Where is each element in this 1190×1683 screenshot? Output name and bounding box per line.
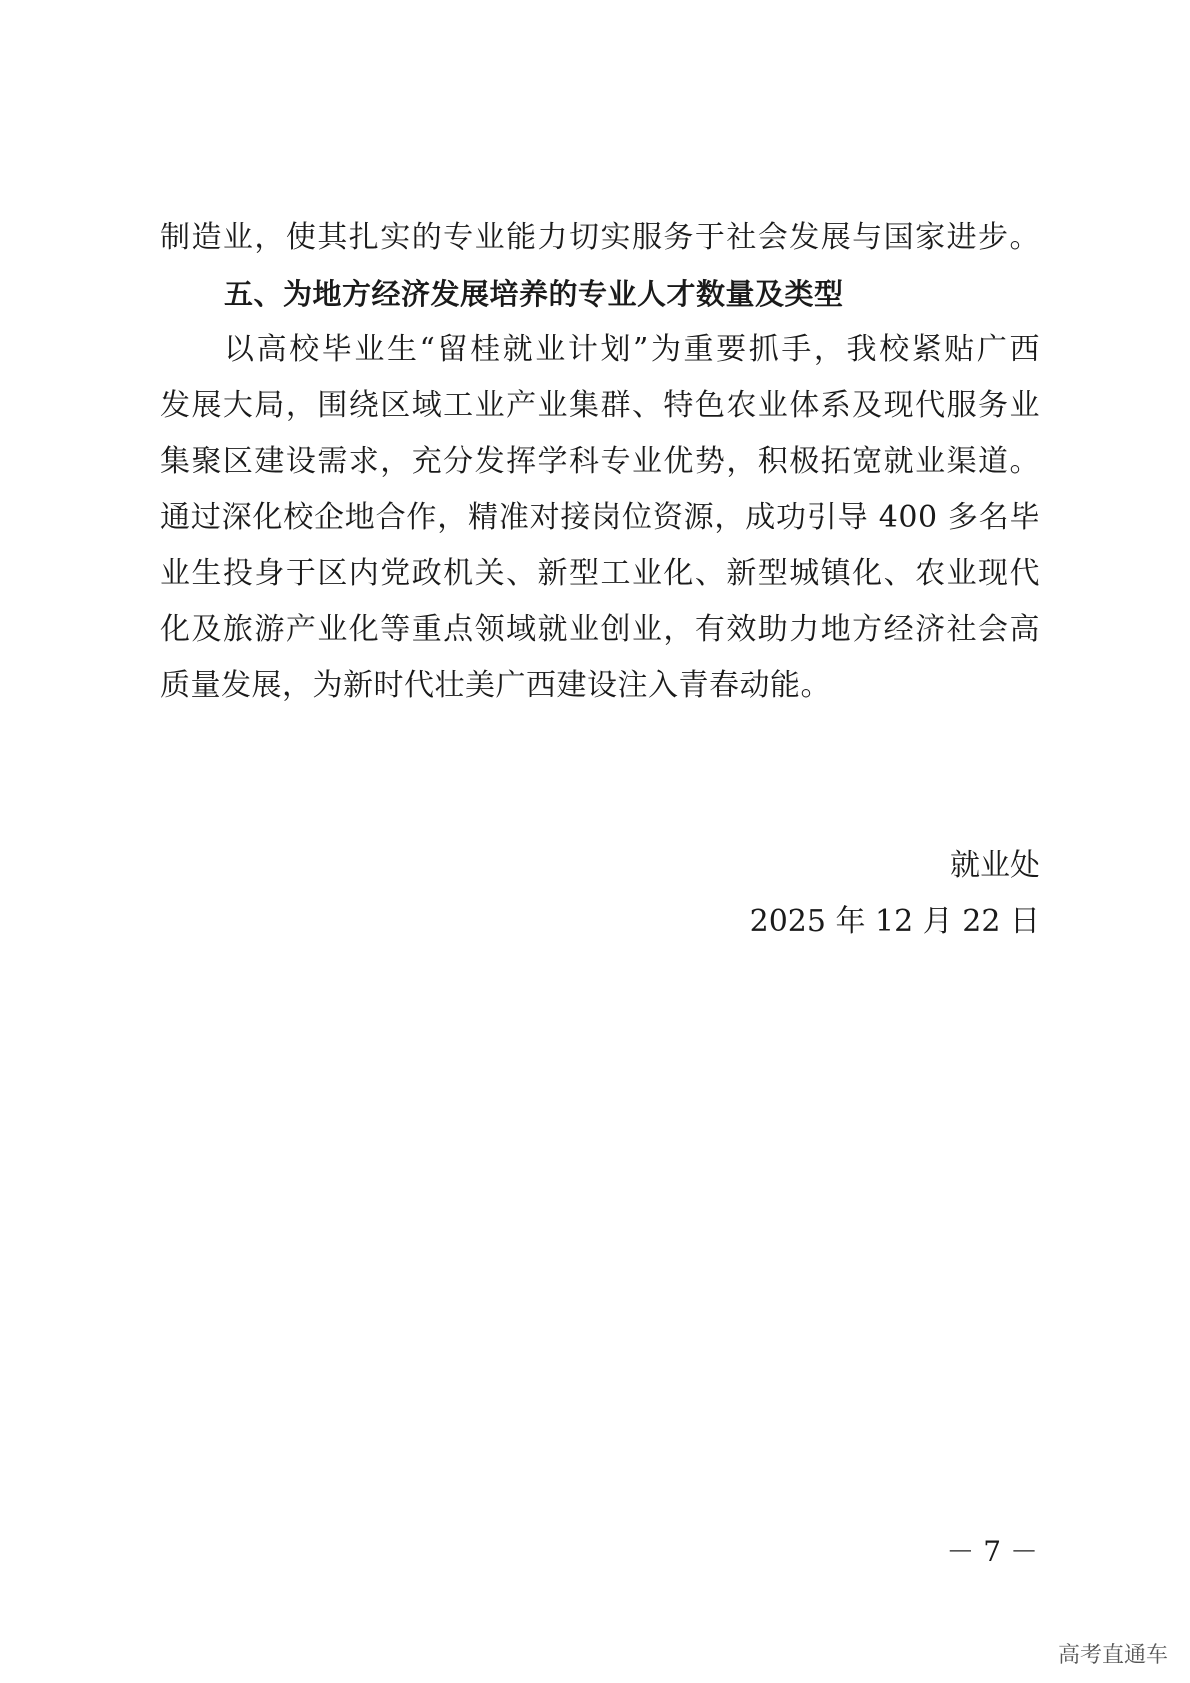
paragraph-line: 化及旅游产业化等重点领域就业创业，有效助力地方经济社会高 — [160, 612, 1040, 647]
paragraph-line: 业生投身于区内党政机关、新型工业化、新型城镇化、农业现代 — [160, 556, 1040, 591]
paragraph-line: 集聚区建设需求，充分发挥学科专业优势，积极拓宽就业渠道。 — [160, 444, 1040, 479]
section-heading: 五、为地方经济发展培养的专业人才数量及类型 — [224, 277, 844, 311]
signature-date: 2025 年 12 月 22 日 — [749, 904, 1040, 939]
paragraph-line: 以高校毕业生“留桂就业计划”为重要抓手，我校紧贴广西 — [224, 332, 1040, 367]
paragraph-line: 发展大局，围绕区域工业产业集群、特色农业体系及现代服务业 — [160, 388, 1040, 423]
paragraph-line: 制造业，使其扎实的专业能力切实服务于社会发展与国家进步。 — [160, 220, 1040, 255]
document-body — [160, 210, 1040, 714]
paragraph-line: 通过深化校企地合作，精准对接岗位资源，成功引导 400 多名毕 — [160, 500, 1040, 535]
watermark-text: 高考直通车 — [1057, 1643, 1168, 1668]
signature-department: 就业处 — [950, 848, 1040, 883]
signature-block — [750, 838, 1040, 950]
page-number: － 7 － — [946, 1535, 1038, 1568]
paragraph-line: 质量发展，为新时代壮美广西建设注入青春动能。 — [160, 668, 831, 703]
